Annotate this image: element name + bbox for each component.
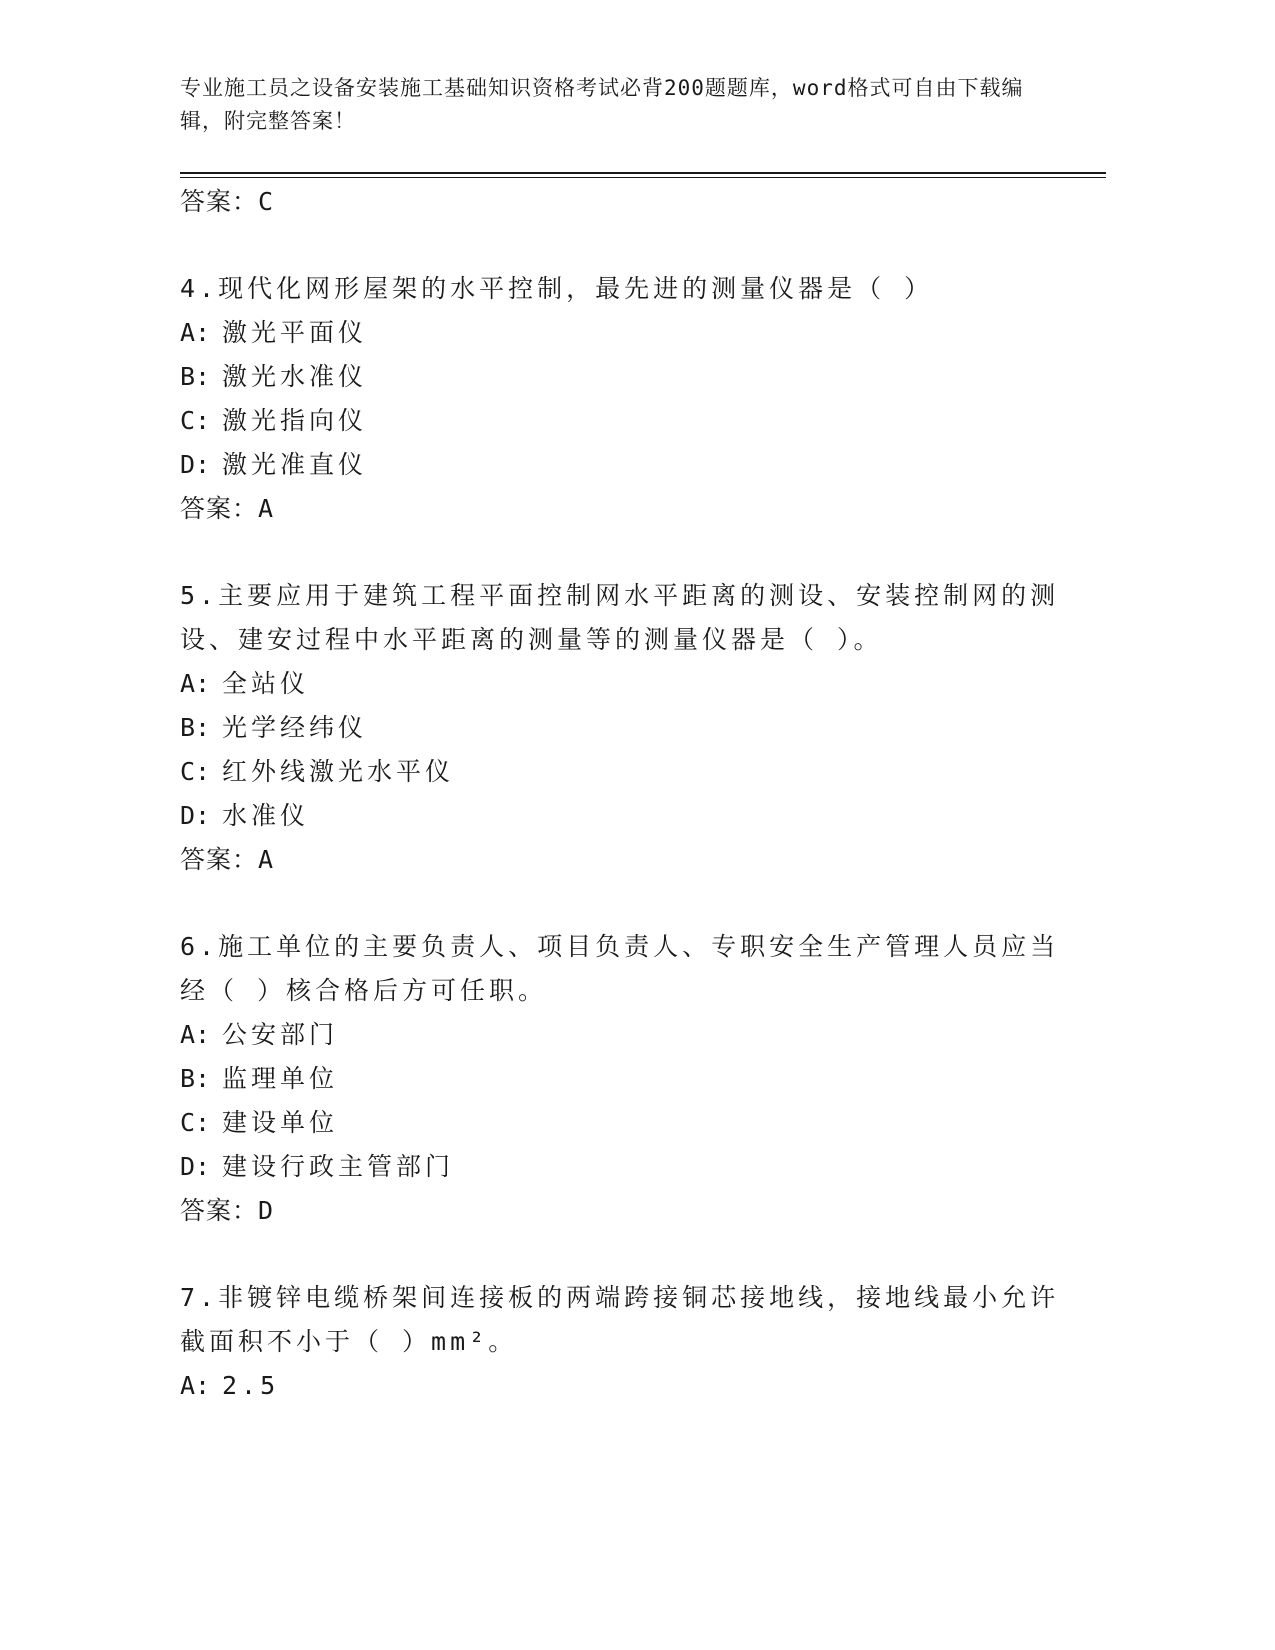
question-text: 7.非镀锌电缆桥架间连接板的两端跨接铜芯接地线，接地线最小允许截面积不小于（ ）mm²。 <box>180 1283 1060 1356</box>
option-text: 2.5 <box>222 1371 280 1400</box>
option-letter: A: <box>180 669 211 698</box>
header-rule-thick <box>180 172 1106 174</box>
option-d <box>180 1145 1080 1189</box>
option-letter: B: <box>180 713 211 742</box>
option-text: 光学经纬仪 <box>222 713 368 742</box>
option-letter: A: <box>180 1020 211 1049</box>
option-c <box>180 1101 1080 1145</box>
spacer <box>180 882 1080 925</box>
option-text: 激光平面仪 <box>222 318 368 347</box>
option-letter: C: <box>180 1108 211 1137</box>
question-block <box>180 574 1080 882</box>
option-text: 全站仪 <box>222 669 310 698</box>
question-list <box>180 180 1080 1408</box>
question-text: 4.现代化网形屋架的水平控制，最先进的测量仪器是（ ） <box>180 274 934 303</box>
question-text: 6.施工单位的主要负责人、项目负责人、专职安全生产管理人员应当经（ ）核合格后方可任职。 <box>180 932 1060 1005</box>
option-text: 激光指向仪 <box>222 406 368 435</box>
option-text: 建设行政主管部门 <box>222 1152 455 1181</box>
option-text: 激光准直仪 <box>222 450 368 479</box>
spacer <box>180 531 1080 574</box>
option-letter: B: <box>180 1064 211 1093</box>
option-text: 红外线激光水平仪 <box>222 757 455 786</box>
option-letter: A: <box>180 1371 211 1400</box>
option-a <box>180 1013 1080 1057</box>
spacer <box>180 1233 1080 1276</box>
option-letter: D: <box>180 1152 211 1181</box>
document-header: 专业施工员之设备安装施工基础知识资格考试必背200题题库，word格式可自由下载编辑，附完整答案！ <box>180 76 1024 133</box>
option-letter: D: <box>180 450 211 479</box>
option-a <box>180 311 1080 355</box>
option-d <box>180 794 1080 838</box>
question-block <box>180 925 1080 1233</box>
option-a <box>180 662 1080 706</box>
option-c <box>180 399 1080 443</box>
answer-line: 答案：A <box>180 845 275 874</box>
answer-line: 答案：A <box>180 494 275 523</box>
option-c <box>180 750 1080 794</box>
question-block <box>180 1276 1080 1408</box>
option-d <box>180 443 1080 487</box>
option-text: 激光水准仪 <box>222 362 368 391</box>
question-text: 5.主要应用于建筑工程平面控制网水平距离的测设、安装控制网的测设、建安过程中水平距离的测量等的测量仪器是（ ）。 <box>180 581 1060 654</box>
option-letter: B: <box>180 362 211 391</box>
option-letter: C: <box>180 757 211 786</box>
option-letter: C: <box>180 406 211 435</box>
question-block <box>180 267 1080 531</box>
answer-line: 答案：D <box>180 1196 275 1225</box>
option-letter: A: <box>180 318 211 347</box>
option-text: 建设单位 <box>222 1108 339 1137</box>
spacer <box>180 224 1080 267</box>
option-text: 监理单位 <box>222 1064 339 1093</box>
option-text: 公安部门 <box>222 1020 339 1049</box>
header-rule-thin <box>180 177 1106 178</box>
option-a <box>180 1364 1080 1408</box>
option-b <box>180 355 1080 399</box>
option-text: 水准仪 <box>222 801 310 830</box>
option-b <box>180 1057 1080 1101</box>
option-b <box>180 706 1080 750</box>
answer-line: 答案：C <box>180 187 275 216</box>
option-letter: D: <box>180 801 211 830</box>
